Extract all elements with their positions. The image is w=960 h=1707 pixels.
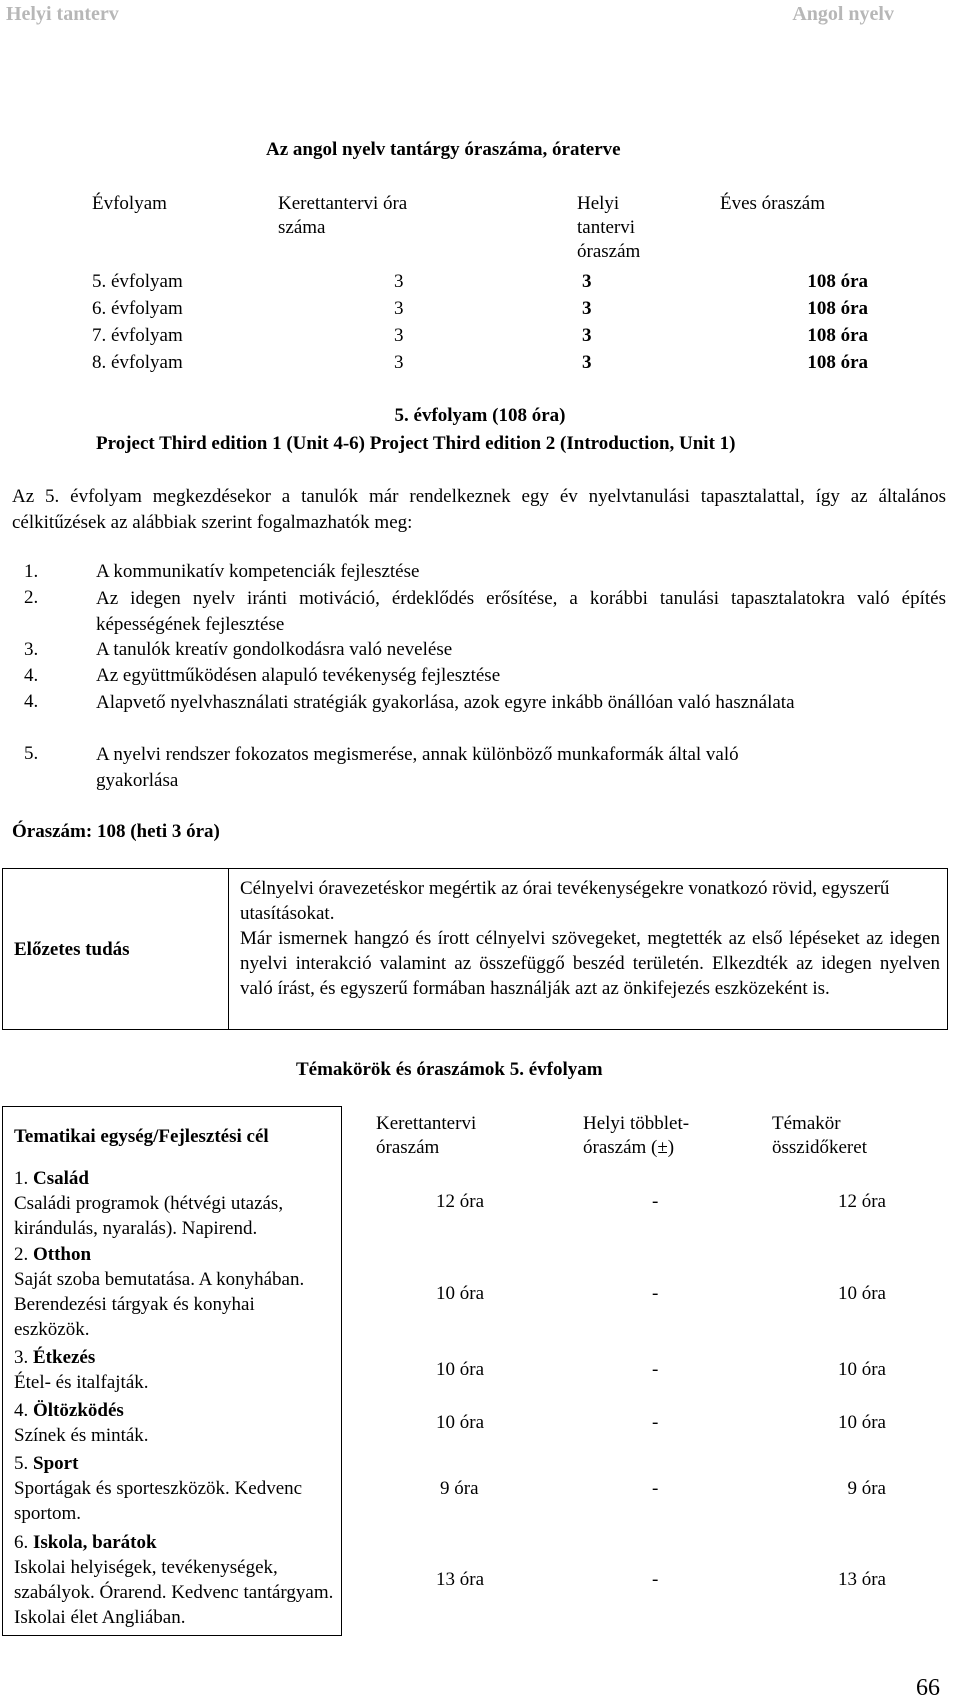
header-left: Helyi tanterv — [6, 3, 119, 25]
topic-total-hours: 12 óra — [837, 1191, 886, 1212]
topic-helyi-hours: - — [652, 1569, 659, 1590]
goal-text: Az idegen nyelv iránti motiváció, érdeklődés erősítése, a korábbi tanulási tapasztalatokra való építés képességének fejlesztése — [96, 588, 946, 635]
topic-helyi-hours: - — [652, 1283, 659, 1304]
topic-helyi-hours: - — [652, 1359, 659, 1380]
topic-total-hours: 9 óra — [847, 1478, 886, 1499]
topic-cell — [14, 1166, 334, 1241]
prior-knowledge-p2: Már ismernek hangzó és írott célnyelvi szövegeket, megtették az első lépéseket az idegen nyelvi interakció valamint az összefüggő beszéd területén. Elkezdték az idegen nyelven való írást, és egyszerű formában használják azt az önkifejezés eszközeként is. — [240, 928, 940, 999]
topics-header-helyi-l2: óraszám (±) — [583, 1137, 675, 1158]
topic-keret-hours: 12 óra — [436, 1191, 485, 1212]
prior-knowledge-divider — [228, 868, 229, 1029]
topic-description: Étel- és italfajták. — [14, 1372, 149, 1393]
hours-col-helyi-header-l1: Helyi — [577, 193, 620, 214]
hours-row-keret: 3 — [394, 352, 404, 373]
topic-keret-hours: 10 óra — [436, 1283, 485, 1304]
topics-title: Témakörök és óraszámok 5. évfolyam — [296, 1059, 603, 1080]
topic-description: Színek és minták. — [14, 1425, 149, 1446]
topic-cell — [14, 1345, 334, 1395]
hours-row-grade: 5. évfolyam — [92, 271, 183, 292]
goal-text: A kommunikatív kompetenciák fejlesztése — [96, 561, 420, 582]
page-number: 66 — [916, 1675, 940, 1701]
hours-row-keret: 3 — [394, 271, 404, 292]
hours-row-grade: 7. évfolyam — [92, 325, 183, 346]
topic-cell — [14, 1530, 334, 1630]
weekly-hours: Óraszám: 108 (heti 3 óra) — [12, 821, 220, 842]
topic-total-hours: 10 óra — [837, 1359, 886, 1380]
topic-total-hours: 13 óra — [837, 1569, 886, 1590]
textbook-line: Project Third edition 1 (Unit 4-6) Project Third edition 2 (Introduction, Unit 1) — [96, 433, 736, 454]
topic-title: Sport — [33, 1453, 79, 1474]
hours-col-keret-header-l1: Kerettantervi óra — [278, 193, 408, 214]
hours-col-helyi-header-l3: óraszám — [577, 241, 641, 262]
prior-knowledge-p1: Célnyelvi óravezetéskor megértik az órai tevékenységekre vonatkozó rövid, egyszerű utasításokat. — [240, 878, 890, 924]
hours-row-helyi: 3 — [582, 352, 592, 373]
hours-row-helyi: 3 — [582, 298, 592, 319]
hours-row-grade: 6. évfolyam — [92, 298, 183, 319]
topic-number: 2. — [14, 1244, 29, 1265]
topic-number: 6. — [14, 1532, 29, 1553]
topic-number: 3. — [14, 1347, 29, 1368]
topic-title: Öltözködés — [33, 1400, 124, 1421]
hours-row-eves: 108 óra — [807, 298, 868, 319]
goal-text: A tanulók kreatív gondolkodásra való nevelése — [96, 639, 453, 660]
goal-text: A nyelvi rendszer fokozatos megismerése, annak különböző munkaformák által való gyakorlása — [96, 744, 739, 791]
topics-header-osszido-l1: Témakör — [772, 1113, 841, 1134]
goal-number: 4. — [24, 665, 39, 686]
topics-header-helyi-l1: Helyi többlet- — [583, 1113, 690, 1134]
topic-total-hours: 10 óra — [837, 1283, 886, 1304]
goal-number: 2. — [24, 587, 39, 608]
topic-title: Iskola, barátok — [33, 1532, 157, 1553]
intro-paragraph: Az 5. évfolyam megkezdésekor a tanulók már rendelkeznek egy év nyelvtanulási tapasztalattal, így az általános célkitűzések az alábbiak szerint fogalmazhatók meg: — [12, 486, 946, 533]
hours-col-evfolyam-header: Évfolyam — [92, 193, 167, 214]
topic-cell — [14, 1242, 334, 1342]
topics-header-keret-l2: óraszám — [376, 1137, 440, 1158]
hours-row-grade: 8. évfolyam — [92, 352, 183, 373]
hours-row-eves: 108 óra — [807, 271, 868, 292]
topic-description: Iskolai helyiségek, tevékenységek, szabályok. Órarend. Kedvenc tantárgyam. Iskolai élet Angliában. — [14, 1557, 334, 1628]
topics-header-tematika: Tematikai egység/Fejlesztési cél — [14, 1126, 269, 1147]
goal-number: 1. — [24, 561, 39, 582]
topic-description: Családi programok (hétvégi utazás, kirándulás, nyaralás). Napirend. — [14, 1193, 284, 1239]
hours-row-helyi: 3 — [582, 271, 592, 292]
hours-row-eves: 108 óra — [807, 352, 868, 373]
header-right: Angol nyelv — [792, 3, 894, 25]
topic-title: Étkezés — [33, 1347, 96, 1368]
topic-cell — [14, 1398, 334, 1448]
goal-text: Az együttműködésen alapuló tevékenység fejlesztése — [96, 665, 501, 686]
topic-helyi-hours: - — [652, 1478, 659, 1499]
goal-number: 4. — [24, 691, 39, 712]
topic-total-hours: 10 óra — [837, 1412, 886, 1433]
hours-col-keret-header-l2: száma — [278, 217, 326, 238]
topic-keret-hours: 13 óra — [436, 1569, 485, 1590]
hours-row-keret: 3 — [394, 298, 404, 319]
topic-number: 5. — [14, 1453, 29, 1474]
grade-heading: 5. évfolyam (108 óra) — [394, 405, 566, 426]
hours-row-keret: 3 — [394, 325, 404, 346]
goal-number: 5. — [24, 743, 39, 764]
goal-text: Alapvető nyelvhasználati stratégiák gyakorlása, azok egyre inkább önállóan való használata — [96, 692, 795, 713]
topic-number: 4. — [14, 1400, 29, 1421]
topic-title: Otthon — [33, 1244, 92, 1265]
topic-keret-hours: 10 óra — [436, 1412, 485, 1433]
hours-row-helyi: 3 — [582, 325, 592, 346]
goal-number: 3. — [24, 639, 39, 660]
topic-helyi-hours: - — [652, 1412, 659, 1433]
topic-description: Saját szoba bemutatása. A konyhában. Berendezési tárgyak és konyhai eszközök. — [14, 1269, 305, 1340]
page-title: Az angol nyelv tantárgy óraszáma, óraterve — [266, 139, 621, 160]
topic-keret-hours: 9 óra — [440, 1478, 479, 1499]
topic-keret-hours: 10 óra — [436, 1359, 485, 1380]
topic-helyi-hours: - — [652, 1191, 659, 1212]
topics-header-osszido-l2: összidőkeret — [772, 1137, 867, 1158]
hours-col-eves-header: Éves óraszám — [720, 193, 825, 214]
prior-knowledge-label: Előzetes tudás — [14, 939, 130, 960]
topic-title: Család — [33, 1168, 89, 1189]
topics-header-keret-l1: Kerettantervi — [376, 1113, 477, 1134]
topic-description: Sportágak és sporteszközök. Kedvenc sportom. — [14, 1478, 303, 1524]
hours-col-helyi-header-l2: tantervi — [577, 217, 636, 238]
topic-number: 1. — [14, 1168, 29, 1189]
hours-row-eves: 108 óra — [807, 325, 868, 346]
topic-cell — [14, 1451, 334, 1526]
